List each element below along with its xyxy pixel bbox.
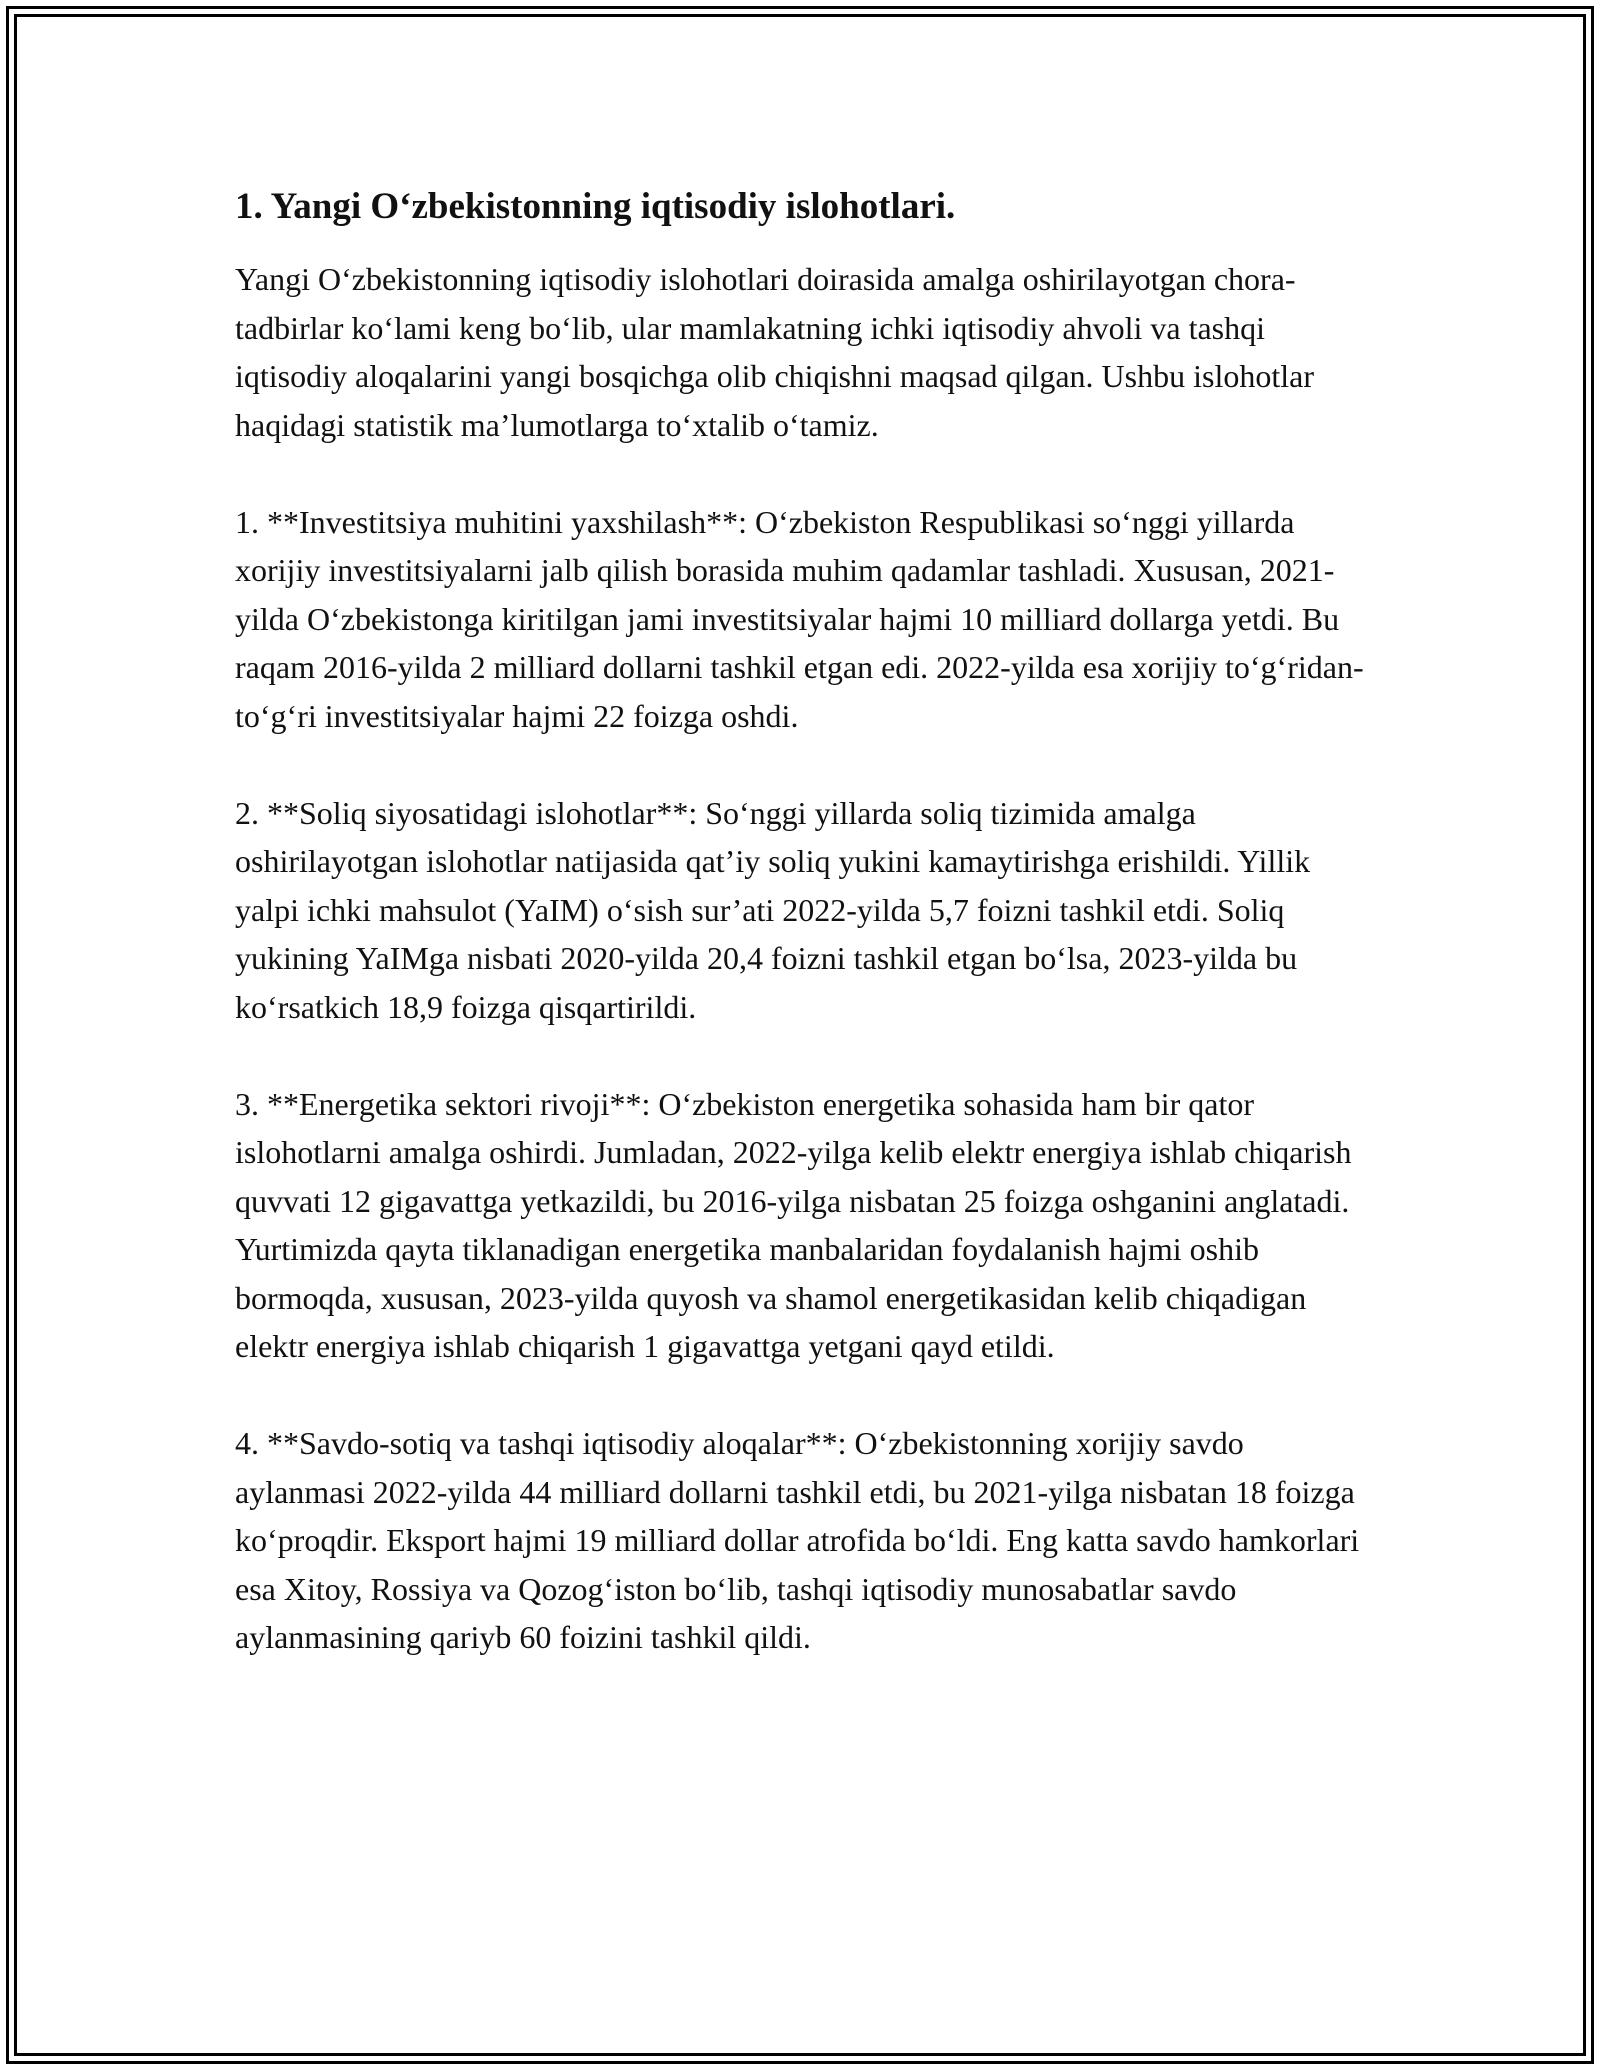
document-body	[235, 185, 1375, 1710]
intro-paragraph: Yangi O‘zbekistonning iqtisodiy islohotlari doirasida amalga oshirilayotgan chora-tadbirlar ko‘lami keng bo‘lib, ular mamlakatning ichki iqtisodiy ahvoli va tashqi iqtisodiy aloqalarini yangi bosqichga olib chiqishni maqsad qilgan. Ushbu islohotlar haqidagi statistik ma’lumotlarga to‘xtalib o‘tamiz.	[235, 261, 1314, 443]
paragraph-trade: 4. **Savdo-sotiq va tashqi iqtisodiy aloqalar**: O‘zbekistonning xorijiy savdo aylanmasi 2022-yilda 44 milliard dollarni tashkil etdi, bu 2021-yilga nisbatan 18 foizga ko‘proqdir. Eksport hajmi 19 milliard dollar atrofida bo‘ldi. Eng katta savdo hamkorlari esa Xitoy, Rossiya va Qozog‘iston bo‘lib, tashqi iqtisodiy munosabatlar savdo aylanmasining qariyb 60 foizini tashkil qildi.	[235, 1425, 1360, 1656]
paragraph-energy: 3. **Energetika sektori rivoji**: O‘zbekiston energetika sohasida ham bir qator islohotlarni amalga oshirdi. Jumladan, 2022-yilga kelib elektr energiya ishlab chiqarish quvvati 12 gigavattga yetkazildi, bu 2016-yilga nisbatan 25 foizga oshganini anglatadi. Yurtimizda qayta tiklanadigan energetika manbalaridan foydalanish hajmi oshib bormoqda, xususan, 2023-yilda quyosh va shamol energetikasidan kelib chiqadigan elektr energiya ishlab chiqarish 1 gigavattga yetgani qayd etildi.	[235, 1085, 1352, 1365]
paragraph-investment: 1. **Investitsiya muhitini yaxshilash**: O‘zbekiston Respublikasi so‘nggi yillarda xorijiy investitsiyalarni jalb qilish borasida muhim qadamlar tashladi. Xususan, 2021-yilda O‘zbekistonga kiritilgan jami investitsiyalar hajmi 10 milliard dollarga yetdi. Bu raqam 2016-yilda 2 milliard dollarni tashkil etgan edi. 2022-yilda esa xorijiy to‘g‘ridan-to‘g‘ri investitsiyalar hajmi 22 foizga oshdi.	[235, 503, 1364, 734]
paragraph-tax-policy: 2. **Soliq siyosatidagi islohotlar**: So‘nggi yillarda soliq tizimida amalga oshirilayotgan islohotlar natijasida qat’iy soliq yukini kamaytirishga erishildi. Yillik yalpi ichki mahsulot (YaIM) o‘sish sur’ati 2022-yilda 5,7 foizni tashkil etdi. Soliq yukining YaIMga nisbati 2020-yilda 20,4 foizni tashkil etgan bo‘lsa, 2023-yilda bu ko‘rsatkich 18,9 foizga qisqartirildi.	[235, 794, 1311, 1025]
document-title: 1. Yangi O‘zbekistonning iqtisodiy islohotlari.	[235, 186, 956, 227]
